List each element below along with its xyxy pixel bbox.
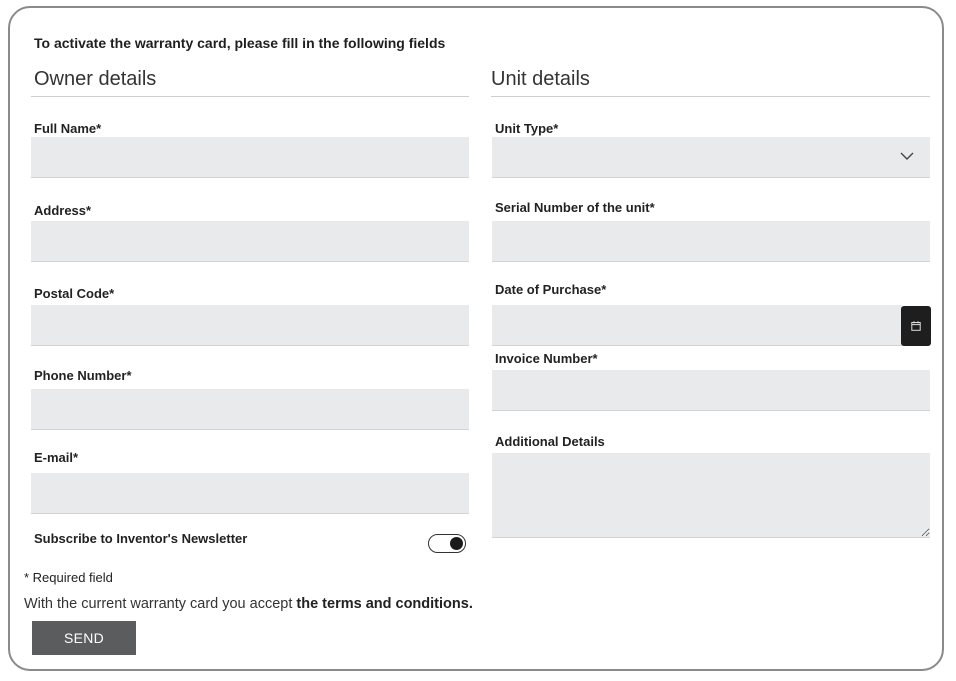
owner-divider — [31, 96, 469, 97]
form-intro: To activate the warranty card, please fill in the following fields — [34, 35, 446, 51]
required-field-note: * Required field — [24, 570, 113, 585]
send-button[interactable]: SEND — [32, 621, 136, 655]
unit-type-select[interactable] — [492, 137, 930, 178]
full-name-input[interactable] — [31, 137, 469, 178]
purchase-date-input[interactable] — [492, 305, 902, 346]
terms-prefix: With the current warranty card you accept — [24, 596, 297, 612]
owner-details-title: Owner details — [34, 68, 157, 90]
newsletter-label: Subscribe to Inventor's Newsletter — [34, 531, 248, 546]
address-label: Address* — [34, 203, 92, 218]
full-name-label: Full Name* — [34, 121, 102, 136]
postal-code-label: Postal Code* — [34, 286, 115, 301]
calendar-icon — [911, 321, 921, 331]
toggle-knob — [450, 537, 463, 550]
date-picker-button[interactable] — [901, 306, 931, 346]
phone-label: Phone Number* — [34, 368, 132, 383]
serial-number-label: Serial Number of the unit* — [495, 200, 655, 215]
unit-type-label: Unit Type* — [495, 121, 559, 136]
terms-text — [24, 596, 473, 612]
unit-divider — [491, 96, 930, 97]
purchase-date-label: Date of Purchase* — [495, 282, 607, 297]
postal-code-input[interactable] — [31, 305, 469, 346]
additional-details-label: Additional Details — [495, 434, 605, 449]
email-label: E-mail* — [34, 450, 79, 465]
terms-link[interactable]: the terms and conditions. — [296, 596, 473, 612]
unit-details-title: Unit details — [491, 68, 590, 90]
invoice-number-label: Invoice Number* — [495, 351, 598, 366]
phone-input[interactable] — [31, 389, 469, 430]
invoice-number-input[interactable] — [492, 370, 930, 411]
serial-number-input[interactable] — [492, 221, 930, 262]
chevron-down-icon — [900, 149, 914, 163]
additional-details-textarea[interactable] — [492, 453, 930, 538]
email-input[interactable] — [31, 473, 469, 514]
address-input[interactable] — [31, 221, 469, 262]
newsletter-toggle[interactable] — [428, 534, 466, 553]
